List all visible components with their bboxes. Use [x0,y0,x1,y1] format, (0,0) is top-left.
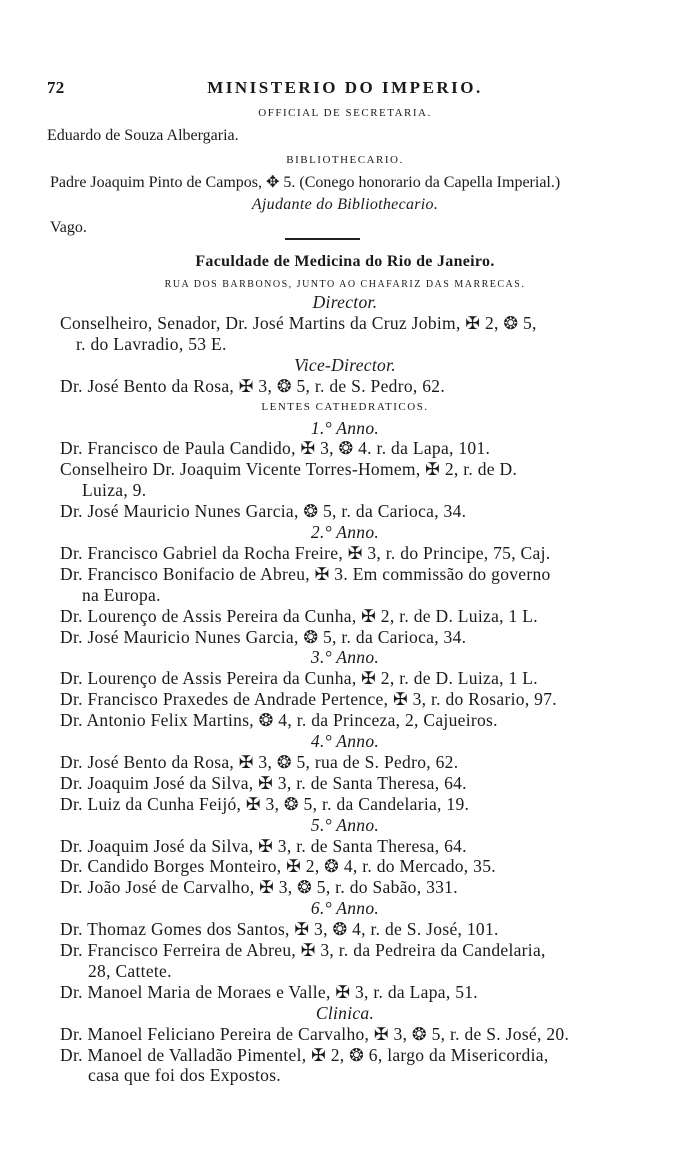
listing-line: Dr. Joaquim José da Silva, ✠ 3, r. de Santa Theresa, 64. [60,835,467,856]
librarian-name: Padre Joaquim Pinto de Campos, ✥ 5. (Conego honorario da Capella Imperial.) [50,174,561,191]
listing-line: Dr. Manoel Feliciano Pereira de Carvalho, ✠ 3, ❂ 5, r. de S. José, 20. [60,1023,570,1044]
listing-line: Dr. Lourenço de Assis Pereira da Cunha, ✠ 2, r. de D. Luiza, 1 L. [60,668,538,689]
section-divider [285,238,360,240]
listing-line: Dr. Francisco Bonifacio de Abreu, ✠ 3. Em commissão do governo [60,563,551,584]
official-heading: OFFICIAL DE SECRETARIA. [258,107,432,119]
section-heading: 3.° Anno. [310,647,380,668]
faculty-address: RUA DOS BARBONOS, JUNTO AO CHAFARIZ DAS MARRECAS. [164,279,526,290]
listing-line: Dr. Lourenço de Assis Pereira da Cunha, ✠ 2, r. de D. Luiza, 1 L. [60,605,538,626]
faculty-title: Faculdade de Medicina do Rio de Janeiro. [195,253,495,270]
section-heading: 6.° Anno. [310,898,380,919]
listing-line: 28, Cattete. [88,960,172,981]
listing-line: r. do Lavradio, 53 E. [76,333,227,354]
section-heading: 2.° Anno. [310,522,380,542]
running-head: MINISTERIO DO IMPERIO. [207,78,483,97]
page-number: 72 [47,78,65,97]
listing-line: Dr. José Mauricio Nunes Garcia, ❂ 5, r. da Carioca, 34. [60,501,467,522]
listing-line: na Europa. [82,584,161,605]
listing-line: Dr. Antonio Felix Martins, ❂ 4, r. da Princeza, 2, Cajueiros. [60,710,498,731]
listing-line: Dr. Francisco Gabriel da Rocha Freire, ✠ 3, r. do Principe, 75, Caj. [60,542,551,563]
listing-line: Conselheiro Dr. Joaquim Vicente Torres-Homem, ✠ 2, r. de D. [60,459,518,480]
listing-line: Dr. Manoel Maria de Moraes e Valle, ✠ 3, r. da Lapa, 51. [60,981,478,1002]
official-name: Eduardo de Souza Albergaria. [47,127,239,144]
director-heading: Director. [312,292,378,312]
section-heading: LENTES CATHEDRATICOS. [261,400,429,413]
assistant-name: Vago. [50,219,87,236]
section-heading: 5.° Anno. [310,814,380,835]
listing-line: Dr. José Bento da Rosa, ✠ 3, ❂ 5, r. de S. Pedro, 62. [60,375,445,396]
listing-line: Dr. Francisco Praxedes de Andrade Pertence, ✠ 3, r. do Rosario, 97. [60,689,557,710]
listing-line: Luiza, 9. [82,480,147,501]
listing-line: Dr. José Mauricio Nunes Garcia, ❂ 5, r. da Carioca, 34. [60,626,467,647]
listing-line: Dr. João José de Carvalho, ✠ 3, ❂ 5, r. do Sabão, 331. [60,877,458,898]
listing-line: Dr. Manoel de Valladão Pimentel, ✠ 2, ❂ 6, largo da Misericordia, [60,1044,549,1065]
section-heading: 1.° Anno. [310,417,380,438]
listing-line: Conselheiro, Senador, Dr. José Martins da Cruz Jobim, ✠ 2, ❂ 5, [60,313,537,333]
assistant-heading: Ajudante do Bibliothecario. [251,196,439,213]
section-heading: 4.° Anno. [310,731,380,751]
listing-line: Dr. Luiz da Cunha Feijó, ✠ 3, ❂ 5, r. da Candelaria, 19. [60,793,470,814]
section-heading: Vice-Director. [294,354,396,375]
listing-line: Dr. Francisco Ferreira de Abreu, ✠ 3, r. da Pedreira da Candelaria, [60,940,546,960]
listing-line: Dr. Francisco de Paula Candido, ✠ 3, ❂ 4. r. da Lapa, 101. [60,438,491,459]
listing-line: Dr. Joaquim José da Silva, ✠ 3, r. de Santa Theresa, 64. [60,772,467,793]
section-heading: Clinica. [315,1002,375,1023]
listing-line: Dr. José Bento da Rosa, ✠ 3, ❂ 5, rua de S. Pedro, 62. [60,751,459,772]
librarian-heading: BIBLIOTHECARIO. [286,154,404,166]
listing-line: Dr. Candido Borges Monteiro, ✠ 2, ❂ 4, r. do Mercado, 35. [60,856,496,877]
listing-line: casa que foi dos Expostos. [88,1065,281,1086]
listing-line: Dr. Thomaz Gomes dos Santos, ✠ 3, ❂ 4, r. de S. José, 101. [60,919,499,940]
